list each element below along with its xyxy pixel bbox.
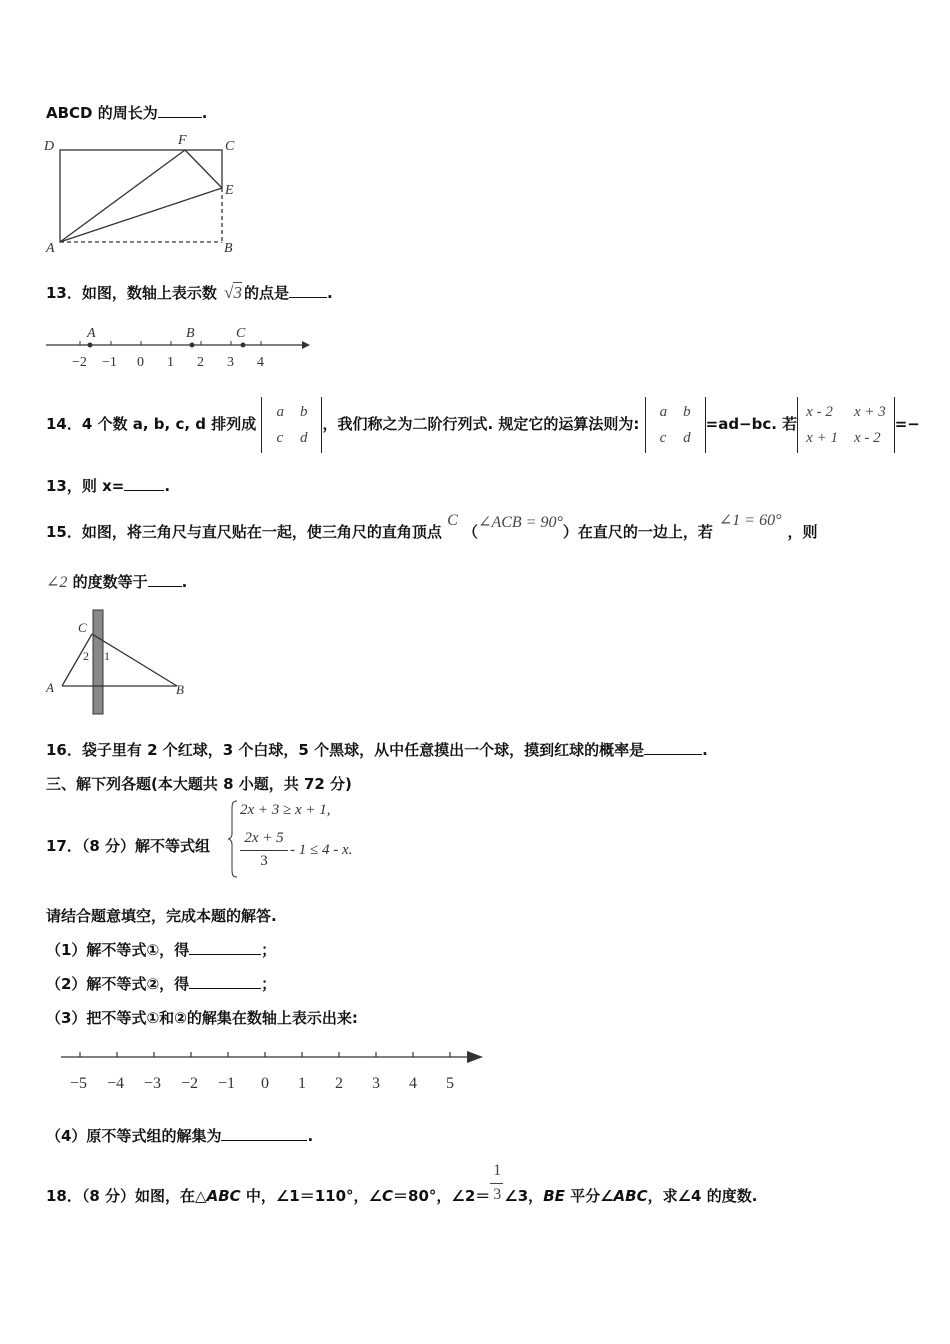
tick-label: −4	[107, 1075, 125, 1092]
tick-label: 5	[446, 1075, 454, 1092]
fraction-bar	[490, 1183, 503, 1184]
q14-mid: ，我们称之为二阶行列式. 规定它的运算法则为:	[322, 415, 640, 433]
q17-step2: （2）解不等式②，得 ；	[46, 975, 277, 993]
point-c-dot	[241, 343, 246, 348]
q14-eq: =−	[894, 415, 920, 433]
determinant-rule: a b c d	[645, 397, 706, 453]
sqrt-sign-icon: √	[224, 283, 234, 302]
tick-label: 3	[372, 1075, 380, 1092]
q16-answer-blank[interactable]	[644, 740, 702, 755]
q12-answer-blank[interactable]	[158, 103, 202, 118]
q12-text: ABCD 的周长为	[46, 104, 158, 122]
q17-step4: （4）原不等式组的解集为 .	[46, 1127, 314, 1145]
q15-line2	[46, 572, 187, 593]
tick-label: −5	[70, 1075, 88, 1092]
label-angle-1: 1	[104, 649, 110, 663]
fraction-denominator: 3	[493, 1185, 502, 1203]
q12-line	[46, 103, 207, 123]
figure-number-line-17	[55, 1044, 495, 1096]
q13-line	[46, 283, 333, 303]
q13-end: .	[326, 284, 333, 302]
q15-paren-open: （	[463, 523, 479, 541]
q15-end: .	[181, 573, 188, 591]
point-a-label: A	[87, 326, 96, 341]
determinant-abcd: a b c d	[261, 397, 322, 453]
inequality-system	[228, 800, 388, 878]
angle-acb-condition: ∠ACB = 90°	[478, 514, 563, 531]
label-angle-2: 2	[83, 649, 89, 663]
tick-label: −1	[102, 355, 117, 370]
step2-answer-blank[interactable]	[189, 974, 261, 989]
label-a: A	[46, 680, 54, 695]
q14-end: .	[164, 477, 171, 495]
tick-label: 1	[167, 355, 174, 370]
q15-line	[46, 512, 818, 543]
point-b-label: B	[186, 326, 195, 341]
label-c: C	[78, 620, 87, 635]
q17-label: 17．（8 分）解不等式组	[46, 837, 211, 855]
q14-rule: =ad−bc. 若	[705, 415, 798, 433]
q15-paren-close: ）在直尺的一边上，若	[562, 523, 713, 541]
q17-instruction: 请结合题意填空，完成本题的解答.	[46, 907, 277, 925]
sqrt-radicand: 3	[233, 283, 242, 302]
left-brace-icon	[228, 800, 238, 878]
label-c: C	[225, 139, 235, 154]
tick-label: 2	[335, 1075, 343, 1092]
fraction-numerator: 2x + 5	[244, 830, 284, 846]
tick-label: −1	[218, 1075, 236, 1092]
tick-label: 2	[197, 355, 204, 370]
angle-abc: ABC	[613, 1187, 648, 1205]
tick-label: 4	[409, 1075, 417, 1092]
label-e: E	[225, 183, 234, 198]
vertex-c: C	[447, 512, 458, 529]
tick-label: 3	[227, 355, 234, 370]
figure-triangle-ruler	[40, 608, 200, 720]
q16-line	[46, 740, 708, 760]
sqrt-expression	[224, 283, 242, 303]
fraction-one-third	[490, 1161, 504, 1207]
q13-text: 13．如图，数轴上表示数	[46, 284, 217, 302]
q17-step1: （1）解不等式①，得 ；	[46, 941, 277, 959]
q12-end: .	[201, 104, 208, 122]
q16-text: 16．袋子里有 2 个红球，3 个白球，5 个黑球，从中任意摸出一个球，摸到红球的概率是	[46, 741, 645, 759]
q14-line2-text: 13，则 x=	[46, 477, 125, 495]
inequality-1: 2x + 3 ≥ x + 1,	[240, 802, 331, 818]
point-a-dot	[88, 343, 93, 348]
tick-label: 4	[257, 355, 264, 370]
point-c-label: C	[236, 326, 246, 341]
q18-line: 18．（8 分）如图，在△ABC 中，∠1＝110°，∠C＝80°，∠2＝ $\frac{1}{3}$ ∠3，BE 平分∠ABC，求∠4 的度数.	[46, 1161, 758, 1205]
q14-line	[46, 396, 920, 453]
tick-label: −2	[181, 1075, 199, 1092]
fraction-bar	[240, 850, 288, 851]
inequality-2-rest: - 1 ≤ 4 - x.	[290, 842, 353, 858]
tick-label: 0	[137, 355, 144, 370]
segment-be: BE	[543, 1187, 565, 1205]
figure-number-line-13	[40, 322, 320, 372]
q15-text: 15．如图，将三角尺与直尺贴在一起，使三角尺的直角顶点	[46, 523, 442, 541]
tick-label: −3	[144, 1075, 162, 1092]
label-b: B	[176, 682, 184, 697]
step4-answer-blank[interactable]	[221, 1126, 307, 1141]
label-f: F	[178, 133, 187, 148]
q13-answer-blank[interactable]	[289, 283, 327, 298]
q15-answer-blank[interactable]	[148, 572, 182, 587]
section-3-title: 三、解下列各题(本大题共 8 小题，共 72 分)	[46, 775, 352, 793]
determinant-x: x - 2 x + 3 x + 1 x - 2	[797, 397, 895, 453]
label-b: B	[224, 241, 233, 256]
figure-rectangle-abcd	[40, 128, 250, 258]
fraction-numerator: 1	[493, 1161, 502, 1179]
tick-label: 0	[261, 1075, 269, 1092]
point-b-dot	[190, 343, 195, 348]
step1-answer-blank[interactable]	[189, 940, 261, 955]
fraction-denominator: 3	[260, 853, 268, 869]
tick-label: −2	[72, 355, 87, 370]
tick-label: 1	[298, 1075, 306, 1092]
q13-tail: 的点是	[243, 284, 289, 302]
label-a: A	[46, 241, 55, 256]
q16-end: .	[702, 741, 708, 759]
triangle-abc: △ABC	[195, 1187, 241, 1205]
q15-line2-text: 的度数等于	[72, 573, 148, 591]
q17-step3: （3）把不等式①和②的解集在数轴上表示出来:	[46, 1009, 358, 1027]
q15-comma: ，则	[787, 523, 818, 541]
angle-c: ∠C	[368, 1187, 394, 1205]
q14-answer-blank[interactable]	[124, 476, 164, 491]
label-d: D	[44, 139, 55, 154]
q14-text: 14．4 个数 a, b, c, d 排列成	[46, 415, 257, 433]
angle-2-symbol: ∠2	[46, 574, 68, 591]
q14-line2	[46, 476, 170, 496]
angle-1-value: ∠1 = 60°	[718, 512, 782, 529]
